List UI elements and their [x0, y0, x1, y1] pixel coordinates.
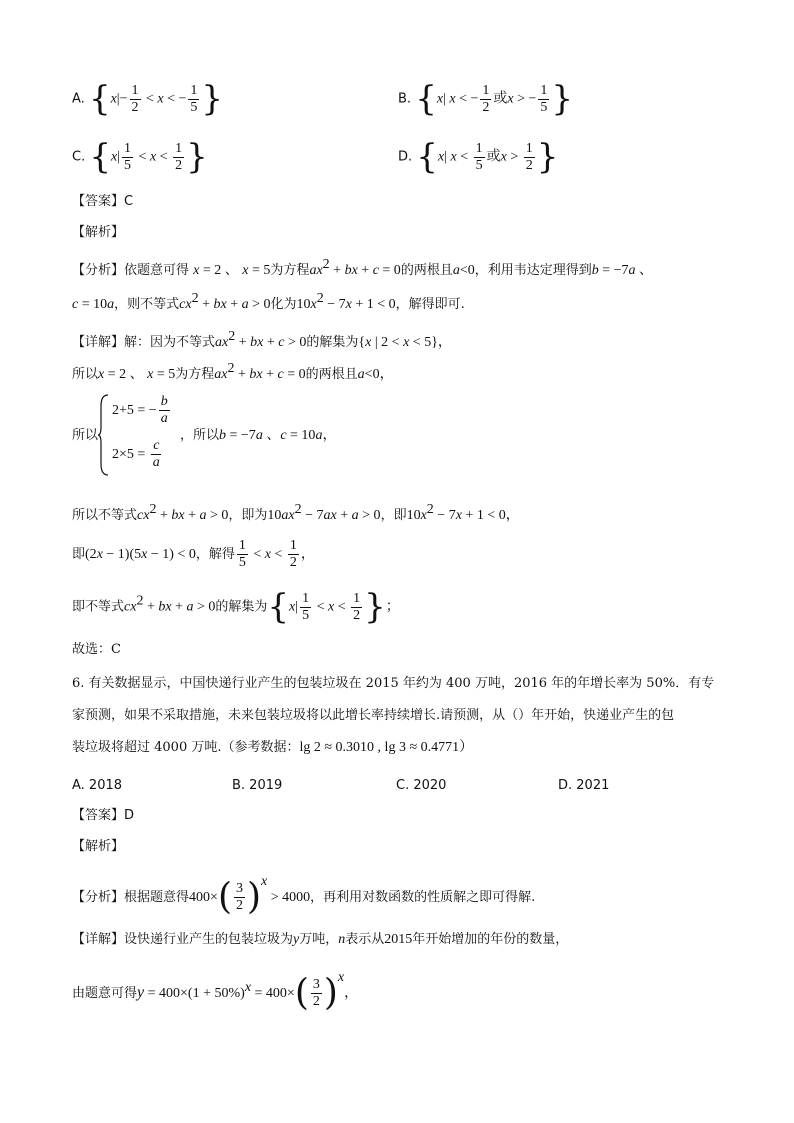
- model-equation: 由题意可得$y = 400\times(1 + 50\%)^x = 400\times$( $\frac{3}{2}$ )$^x$，: [72, 970, 359, 1014]
- text: 解：因为不等式: [124, 335, 216, 350]
- fenxi-tag: 【分析】: [72, 890, 125, 905]
- xiangjie-tag: 【详解】: [72, 335, 125, 350]
- answer-value: C: [124, 194, 134, 209]
- option-b: B. {x| x < − $\frac{1}{2}$ 或x > − $\frac{1}{5}$ }: [398, 79, 574, 119]
- answer-tag: 【答案】: [72, 808, 125, 823]
- q6-option-b: B. 2019: [232, 778, 283, 793]
- analysis-tag-2: 【解析】: [72, 839, 125, 854]
- equation-sum: 2+5 = − $\frac{b}{a}$: [112, 394, 168, 426]
- xiangjie-tag: 【详解】: [72, 932, 125, 947]
- fenxi-line-q6: 【分析】根据题意得400×( $\frac{3}{2}$ )$^x$ > 4000，再利用对数函数的性质解之即可得解.: [72, 874, 536, 918]
- text: 的解集为: [306, 335, 359, 350]
- text: ，解得即可.: [395, 297, 465, 312]
- q6-option-a: A. 2018: [72, 778, 123, 793]
- text: 装垃圾将超过 4000 万吨.（参考数据：: [72, 740, 300, 755]
- q6-option-c: C. 2020: [396, 778, 447, 793]
- analysis-tag-1: 【解析】: [72, 225, 125, 240]
- text: 由题意可得: [72, 986, 138, 1001]
- right-brace: }: [201, 79, 224, 119]
- system-brace: [98, 394, 110, 476]
- fenxi-line-1: 【分析】依题意可得 x = 2 、 x = 5为方程$ax^2$ + bx + c = 0的两根且a<0，利用韦达定理得到b = −7a 、: [72, 257, 654, 278]
- text: 根据题意得: [124, 890, 190, 905]
- text: ，则不等式: [114, 297, 180, 312]
- answer-line-1: [72, 192, 133, 212]
- xiangjie-line-q6: 【详解】设快递行业产生的包装垃圾为y万吨，n表示从2015年开始增加的年份的数量，: [72, 932, 569, 947]
- text: 即: [72, 547, 86, 562]
- text: 化为: [270, 297, 297, 312]
- option-a: A. {x|− $\frac{1}{2}$ < x < − $\frac{1}{5}$ }: [72, 79, 224, 119]
- fraction: $\frac{1}{2}$: [131, 82, 139, 115]
- question-6-line-1: 6. 有关数据显示，中国快递行业产生的包装垃圾在 2015 年约为 400 万吨，2016 年的年增长率为 50%．有专: [72, 676, 715, 691]
- text: 依题意可得: [124, 263, 190, 278]
- conclusion-1: 故选：C: [72, 642, 121, 657]
- text: ，利用韦达定理得到: [474, 263, 592, 278]
- answer-value: D: [124, 808, 135, 823]
- text: 所以不等式: [72, 508, 138, 523]
- text: 设快递行业产生的包装垃圾为: [124, 932, 294, 947]
- text: ，再利用对数函数的性质解之即可得解.: [310, 890, 536, 905]
- option-c: C. {x| $\frac{1}{5}$ < x < $\frac{1}{2}$ }: [72, 137, 208, 177]
- equation-product: 2×5 = $\frac{c}{a}$: [112, 438, 160, 470]
- text: 为方程: [175, 367, 215, 382]
- q6-option-d: D. 2021: [558, 778, 610, 793]
- option-c-label: C.: [72, 149, 86, 165]
- fenxi-line-2: c = 10a，则不等式$cx^2$ + bx + a > 0化为$10x^2 - 7x + 1 < 0$，解得即可.: [72, 291, 465, 312]
- answer-tag: 【答案】: [72, 194, 125, 209]
- text: 的两根且: [305, 367, 358, 382]
- answer-line-2: [72, 806, 134, 826]
- question-6-line-3: 装垃圾将超过 4000 万吨.（参考数据：lg 2 ≈ 0.3010 , lg 3 ≈ 0.4771）: [72, 740, 474, 755]
- option-b-label: B.: [398, 91, 412, 107]
- fenxi-tag: 【分析】: [72, 263, 125, 278]
- text: 万吨，: [299, 932, 339, 947]
- text: 所以: [72, 428, 99, 443]
- question-6-line-2: 家预测，如果不采取措施，未来包装垃圾将以此增长率持续增长.请预测，从（）年开始，快递业产生的包: [72, 708, 675, 723]
- xiangjie-line-2: 所以x = 2 、 x = 5为方程$ax^2$ + bx + c = 0的两根且a<0，: [72, 361, 394, 382]
- text: 年开始增加的年份的数量，: [412, 932, 569, 947]
- text: 为方程: [270, 263, 310, 278]
- factored-line: 即(2x − 1)(5x − 1) < 0，解得 $\frac{1}{5}$ < x < $\frac{1}{2}$ ，: [72, 538, 315, 570]
- text: ，解得: [195, 547, 235, 562]
- text: 的解集为: [215, 599, 268, 615]
- xiangjie-line-1: 【详解】解：因为不等式$ax^2$ + bx + c > 0的解集为{x | 2 < x < 5}，: [72, 329, 452, 350]
- option-d-label: D.: [398, 149, 413, 165]
- text: 的两根且: [400, 263, 453, 278]
- text: ，所以: [180, 428, 220, 443]
- left-brace: {: [88, 79, 111, 119]
- vieta-result: ，所以b = −7a 、c = 10a，: [180, 428, 337, 443]
- text: 表示从: [345, 932, 385, 947]
- solution-set-line: 即不等式$cx^2$ + bx + a > 0的解集为{x| $\frac{1}{5}$ < x < $\frac{1}{2}$ }；: [72, 587, 400, 627]
- text: ，即为: [228, 508, 268, 523]
- inequality-transform: 所以不等式$cx^2$ + bx + a > 0，即为$10ax^2 - 7ax + a > 0$，即$10x^2 - 7x + 1 < 0$，: [72, 502, 520, 523]
- option-d: D. {x| x < $\frac{1}{5}$ 或x > $\frac{1}{2}$ }: [398, 137, 559, 177]
- text: 即不等式: [72, 599, 125, 615]
- text: 所以: [72, 367, 99, 382]
- text: ，即: [380, 508, 407, 523]
- option-a-label: A.: [72, 91, 85, 107]
